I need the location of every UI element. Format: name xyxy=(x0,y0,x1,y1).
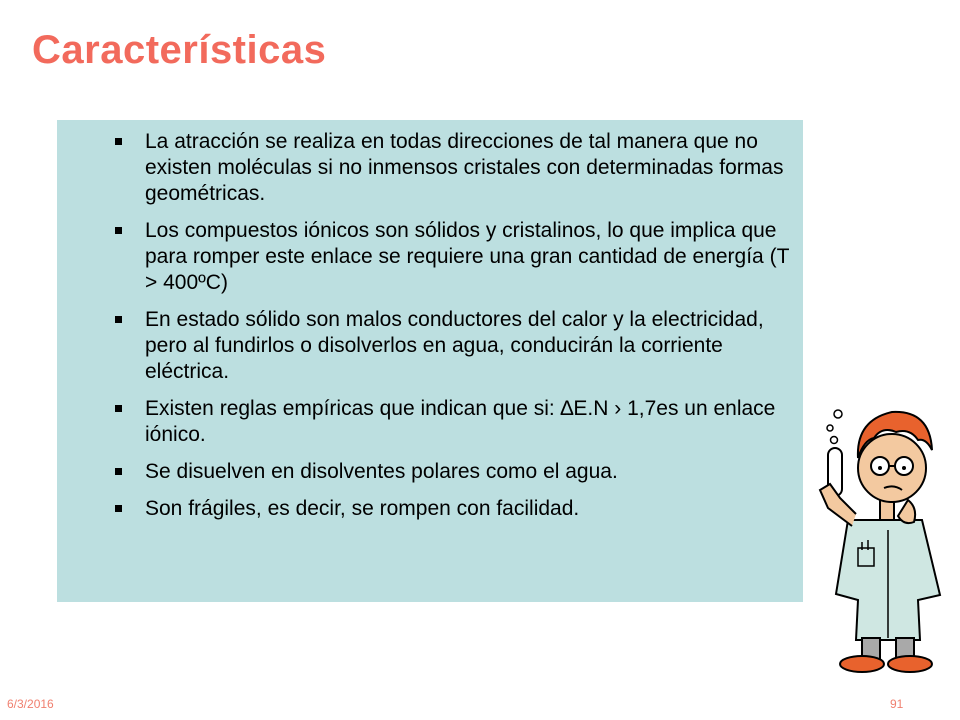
bullet-item xyxy=(115,307,795,385)
content-box xyxy=(57,120,803,602)
bullet-item xyxy=(115,496,795,522)
bullet-text: En estado sólido son malos conductores del calor y la electricidad, pero al fundirlos o disolverlos en agua, conducirán la corriente eléctrica. xyxy=(145,308,764,383)
bullet-text: Son frágiles, es decir, se rompen con facilidad. xyxy=(145,497,580,520)
square-bullet-icon xyxy=(115,138,122,145)
bullet-item xyxy=(115,459,795,485)
bullet-list xyxy=(115,129,795,533)
square-bullet-icon xyxy=(115,316,122,323)
square-bullet-icon xyxy=(115,405,122,412)
square-bullet-icon xyxy=(115,468,122,475)
bullet-text: La atracción se realiza en todas direcciones de tal manera que no existen moléculas si no inmensos cristales con determinadas formas geométricas. xyxy=(145,130,784,205)
bullet-item xyxy=(115,218,795,296)
bullet-text: Existen reglas empíricas que indican que si: ∆E.N › 1,7es un enlace iónico. xyxy=(145,397,776,446)
slide-title: Características xyxy=(32,28,327,72)
bullet-item xyxy=(115,129,795,207)
scientist-illustration xyxy=(800,380,960,680)
bullet-text: Los compuestos iónicos son sólidos y cristalinos, lo que implica que para romper este enlace se requiere una gran cantidad de energía (T > 400ºC) xyxy=(145,219,790,294)
footer-date: 6/3/2016 xyxy=(7,697,54,711)
bullet-text: Se disuelven en disolventes polares como el agua. xyxy=(145,460,618,483)
page-number: 91 xyxy=(890,697,904,711)
square-bullet-icon xyxy=(115,227,122,234)
square-bullet-icon xyxy=(115,505,122,512)
bullet-item xyxy=(115,396,795,448)
